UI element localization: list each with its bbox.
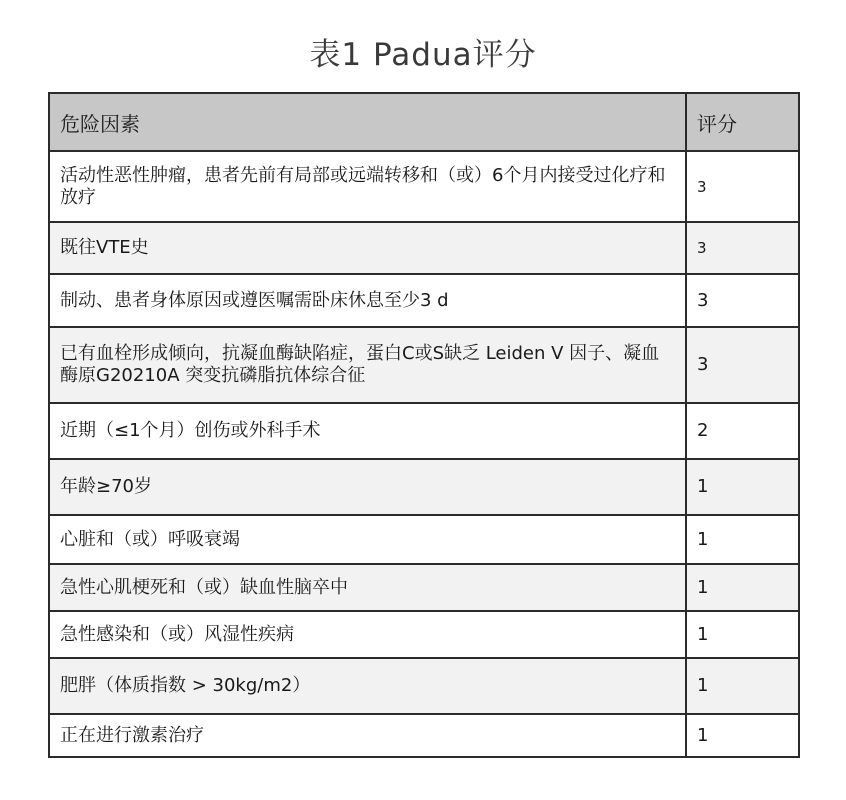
score-cell: 2 — [686, 403, 799, 459]
table-row — [49, 327, 799, 403]
risk-factor-cell: 近期（≤1个月）创伤或外科手术 — [49, 403, 686, 459]
risk-factor-cell: 急性心肌梗死和（或）缺血性脑卒中 — [49, 564, 686, 611]
table-row — [49, 459, 799, 515]
score-cell: 1 — [686, 611, 799, 658]
table-row — [49, 564, 799, 611]
table-row — [49, 222, 799, 274]
score-cell: 1 — [686, 658, 799, 714]
table-row — [49, 403, 799, 459]
risk-factor-cell: 已有血栓形成倾向，抗凝血酶缺陷症，蛋白C或S缺乏 Leiden V 因子、凝血酶原G20210A 突变抗磷脂抗体综合征 — [49, 327, 686, 403]
risk-factor-cell: 正在进行激素治疗 — [49, 714, 686, 757]
score-cell: 3 — [686, 151, 799, 222]
risk-factor-cell: 年龄≥70岁 — [49, 459, 686, 515]
risk-factor-cell: 急性感染和（或）风湿性疾病 — [49, 611, 686, 658]
score-cell: 1 — [686, 564, 799, 611]
score-cell: 3 — [686, 327, 799, 403]
score-cell: 3 — [686, 222, 799, 274]
header-risk-factor: 危险因素 — [49, 93, 686, 151]
header-score: 评分 — [686, 93, 799, 151]
score-cell: 3 — [686, 274, 799, 327]
risk-factor-cell: 活动性恶性肿瘤，患者先前有局部或远端转移和（或）6个月内接受过化疗和放疗 — [49, 151, 686, 222]
risk-factor-cell: 制动、患者身体原因或遵医嘱需卧床休息至少3 d — [49, 274, 686, 327]
risk-factor-cell: 心脏和（或）呼吸衰竭 — [49, 515, 686, 564]
risk-factor-cell: 肥胖（体质指数 > 30kg/m2） — [49, 658, 686, 714]
score-cell: 1 — [686, 515, 799, 564]
score-cell: 1 — [686, 714, 799, 757]
score-cell: 1 — [686, 459, 799, 515]
table-header-row — [49, 93, 799, 151]
table-row — [49, 151, 799, 222]
risk-factor-cell: 既往VTE史 — [49, 222, 686, 274]
table-row — [49, 274, 799, 327]
table-row — [49, 658, 799, 714]
padua-score-table — [48, 92, 800, 758]
table-row — [49, 714, 799, 757]
table-row — [49, 611, 799, 658]
table-row — [49, 515, 799, 564]
table-title: 表1 Padua评分 — [309, 37, 537, 73]
